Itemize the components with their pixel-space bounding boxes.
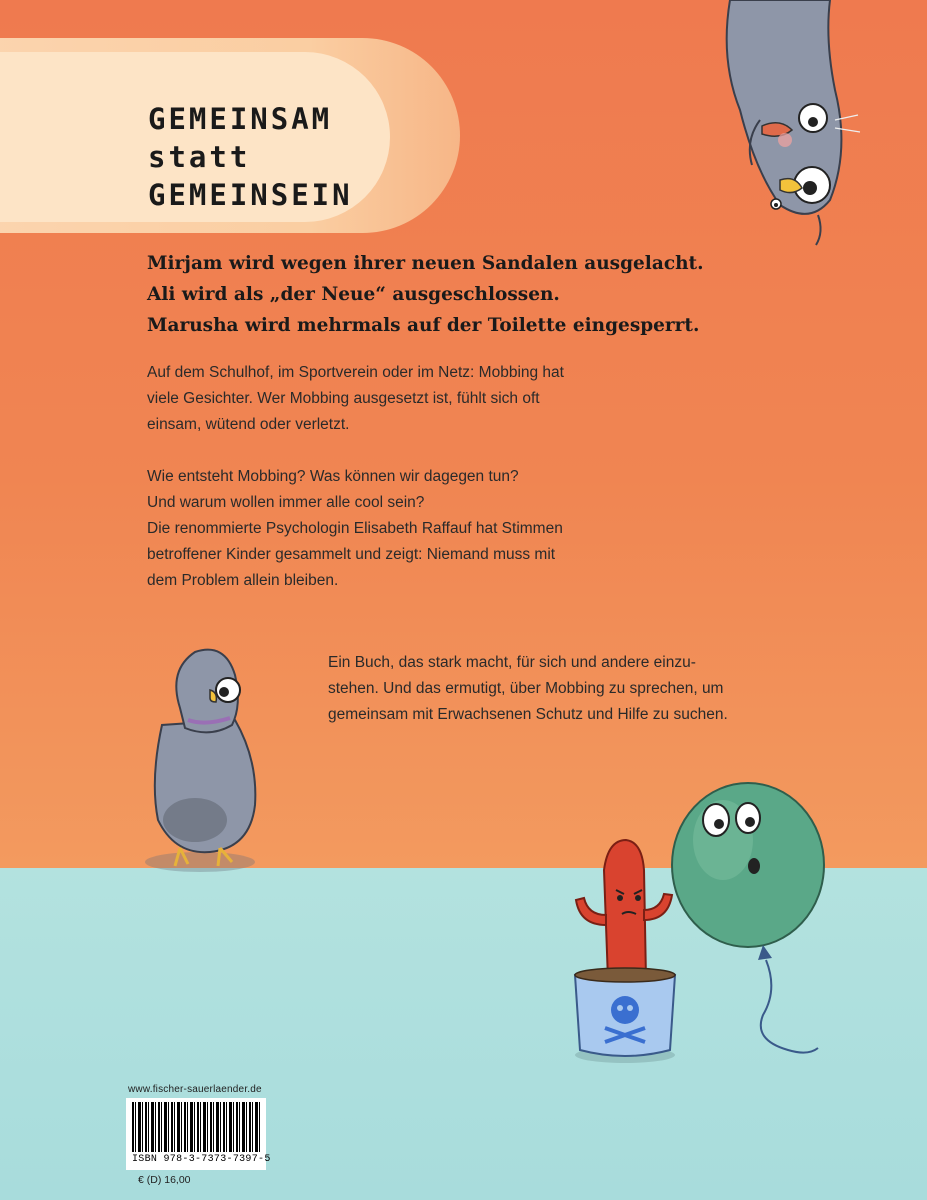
- paragraph-intro: [147, 360, 564, 438]
- text-line: Die renommierte Psychologin Elisabeth Raffauf hat Stimmen: [147, 520, 563, 537]
- sitting-pigeon-icon: [140, 640, 270, 880]
- green-balloon-icon: [668, 780, 838, 1060]
- headline-line-1: GEMEINSAM: [148, 102, 333, 136]
- lead-line: Mirjam wird wegen ihrer neuen Sandalen ausgelacht.: [147, 253, 704, 274]
- lead-line: Marusha wird mehrmals auf der Toilette eingesperrt.: [147, 315, 700, 336]
- headline-line-3: GEMEINSEIN: [148, 178, 353, 212]
- text-line: betroffener Kinder gesammelt und zeigt: Niemand muss mit: [147, 546, 556, 563]
- text-line: viele Gesichter. Wer Mobbing ausgesetzt ist, fühlt sich oft: [147, 390, 540, 407]
- price-label: € (D) 16,00: [138, 1174, 191, 1186]
- headline-line-2: statt: [148, 140, 251, 174]
- website-url: www.fischer-sauerlaender.de: [128, 1084, 262, 1095]
- paragraph-questions: [147, 464, 563, 594]
- text-line: Ein Buch, das stark macht, für sich und andere einzu-: [328, 654, 696, 671]
- text-line: stehen. Und das ermutigt, über Mobbing zu sprechen, um: [328, 680, 724, 697]
- barcode: [132, 1102, 260, 1152]
- text-line: dem Problem allein bleiben.: [147, 572, 339, 589]
- paragraph-summary: [328, 650, 728, 728]
- barcode-box: [126, 1098, 271, 1170]
- isbn-number: ISBN 978-3-7373-7397-5: [132, 1154, 271, 1165]
- lead-line: Ali wird als „der Neue“ ausgeschlossen.: [147, 284, 560, 305]
- text-line: einsam, wütend oder verletzt.: [147, 416, 350, 433]
- lead-text: [147, 248, 707, 341]
- text-line: gemeinsam mit Erwachsenen Schutz und Hilfe zu suchen.: [328, 706, 728, 723]
- hanging-pigeon-icon: [700, 0, 860, 250]
- text-line: Wie entsteht Mobbing? Was können wir dagegen tun?: [147, 468, 519, 485]
- headline: [148, 100, 353, 214]
- text-line: Und warum wollen immer alle cool sein?: [147, 494, 425, 511]
- text-line: Auf dem Schulhof, im Sportverein oder im Netz: Mobbing hat: [147, 364, 564, 381]
